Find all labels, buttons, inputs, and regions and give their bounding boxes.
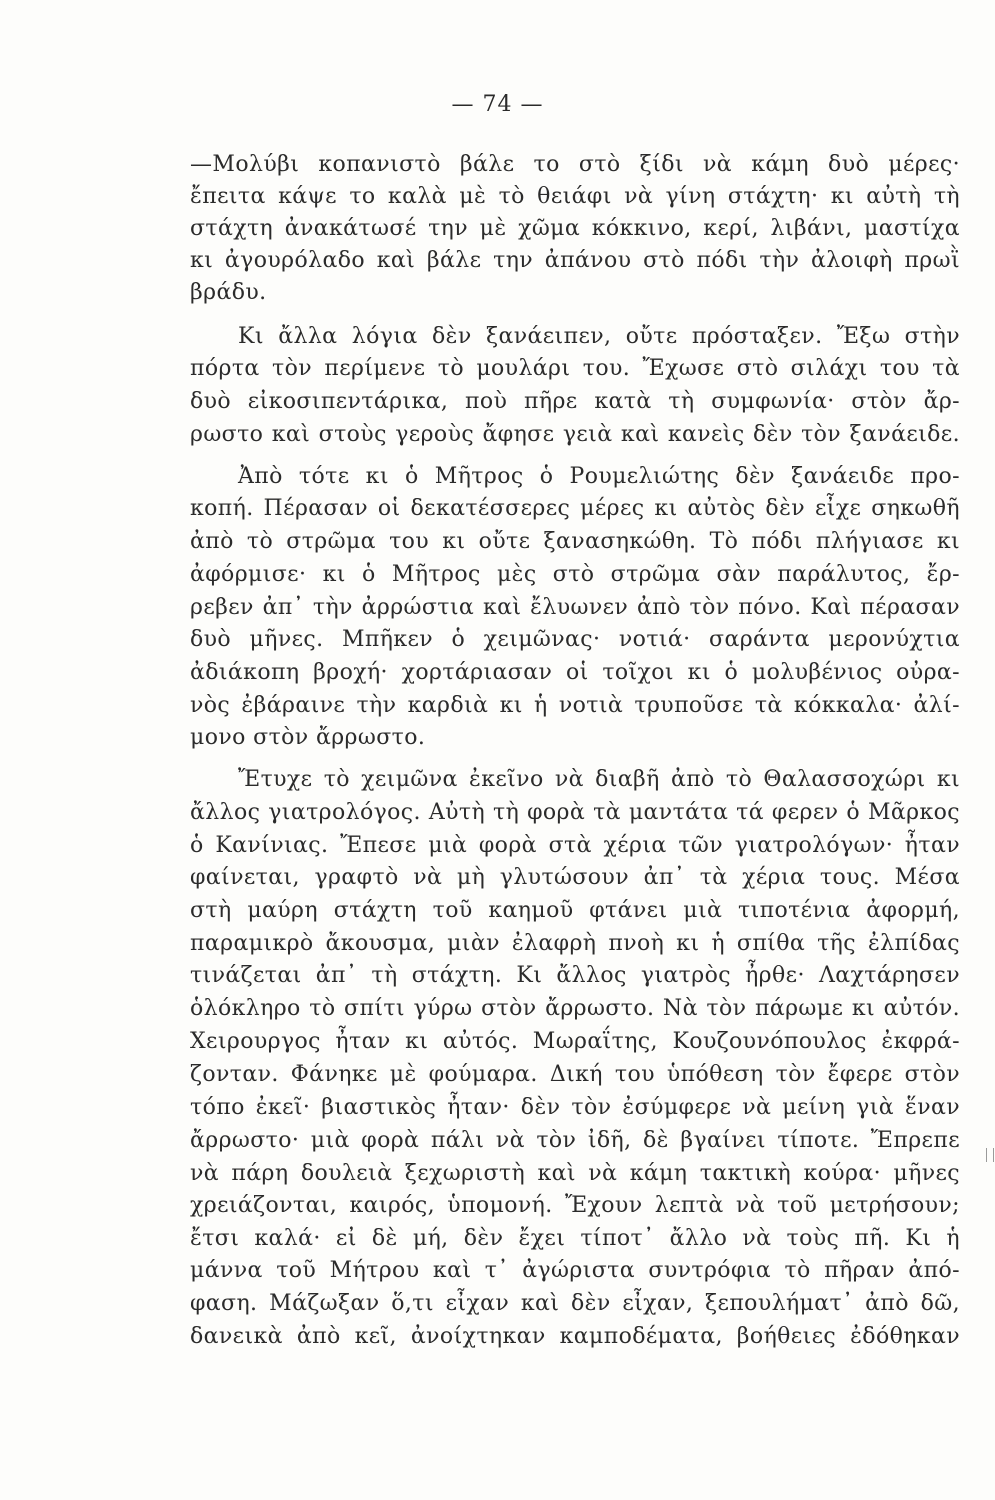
- text-line: ἀπὸ τὸ στρῶμα του κι οὔτε ξανασηκώθη. Τὸ πόδι πλήγιασε κι: [190, 529, 960, 554]
- text-line: ἀφόρμισε· κι ὁ Μῆτρος μὲς στὸ στρῶμα σὰν παράλυτος, ἔρ-: [190, 562, 960, 587]
- page-number: — 74 —: [451, 92, 544, 117]
- text-line: χρειάζονται, καιρός, ὑπομονή. Ἔχουν λεπτὰ νὰ τοῦ μετρήσουν;: [190, 1193, 960, 1218]
- text-line: ρωστο καὶ στοὺς γεροὺς ἄφησε γειὰ καὶ κανεὶς δὲν τὸν ξανάειδε.: [190, 422, 960, 447]
- text-line: ἔπειτα κάψε το καλὰ μὲ τὸ θειάφι νὰ γίνη στάχτη· κι αὐτὴ τὴ: [190, 184, 960, 209]
- text-line: —Μολύβι κοπανιστὸ βάλε το στὸ ξίδι νὰ κάμη δυὸ μέρες·: [190, 152, 960, 177]
- text-line: ἄρρωστο· μιὰ φορὰ πάλι νὰ τὸν ἰδῆ, δὲ βγαίνει τίποτε. Ἔπρεπε: [190, 1128, 960, 1153]
- text-line: ζονταν. Φάνηκε μὲ φούμαρα. Δική του ὑπόθεση τὸν ἔφερε στὸν: [190, 1062, 960, 1087]
- text-line: Χειρουργος ἦταν κι αὐτός. Μωραΐτης, Κουζουνόπουλος ἐκφρά-: [190, 1029, 960, 1054]
- text-line: μάννα τοῦ Μήτρου καὶ τ᾿ ἀγώριστα συντρόφια τὸ πῆραν ἀπό-: [190, 1258, 960, 1283]
- text-line: ὁλόκληρο τὸ σπίτι γύρω στὸν ἄρρωστο. Νὰ τὸν πάρωμε κι αὐτόν.: [190, 996, 960, 1021]
- text-line: στὴ μαύρη στάχτη τοῦ καημοῦ φτάνει μιὰ τιποτένια ἀφορμή,: [190, 898, 960, 923]
- text-line: φαίνεται, γραφτὸ νὰ μὴ γλυτώσουν ἀπ᾿ τὰ χέρια τους. Μέσα: [190, 865, 960, 890]
- text-line: Ἔτυχε τὸ χειμῶνα ἐκεῖνο νὰ διαβῆ ἀπὸ τὸ Θαλασσοχώρι κι: [238, 767, 960, 792]
- text-line: κοπή. Πέρασαν οἱ δεκατέσσερες μέρες κι αὐτὸς δὲν εἶχε σηκωθῆ: [190, 496, 960, 521]
- text-line: ἀδιάκοπη βροχή· χορτάριασαν οἱ τοῖχοι κι ὁ μολυβένιος οὐρα-: [190, 660, 960, 685]
- text-line: τόπο ἐκεῖ· βιαστικὸς ἦταν· δὲν τὸν ἐσύμφερε νὰ μείνη γιὰ ἕναν: [190, 1095, 960, 1120]
- text-line: βράδυ.: [190, 280, 267, 305]
- text-line: ὁ Κανίνιας. Ἔπεσε μιὰ φορὰ στὰ χέρια τῶν γιατρολόγων· ἦταν: [190, 833, 960, 858]
- text-line: δανεικὰ ἀπὸ κεῖ, ἀνοίχτηκαν καμποδέματα, βοήθειες ἐδόθηκαν: [190, 1324, 960, 1349]
- text-line: πόρτα τὸν περίμενε τὸ μουλάρι του. Ἔχωσε στὸ σιλάχι του τὰ: [190, 356, 960, 381]
- text-line: φαση. Μάζωξαν ὅ,τι εἶχαν καὶ δὲν εἶχαν, ξεπουλήματ᾿ ἀπὸ δῶ,: [190, 1291, 960, 1316]
- text-line: κι ἀγουρόλαδο καὶ βάλε την ἀπάνου στὸ πόδι τὴν ἀλοιφὴ πρωῒ: [190, 248, 960, 273]
- margin-mark: [986, 1148, 994, 1162]
- text-line: ρεβεν ἀπ᾿ τὴν ἀρρώστια καὶ ἔλυωνεν ἀπὸ τὸν πόνο. Καὶ πέρασαν: [190, 595, 960, 620]
- text-line: δυὸ εἰκοσιπεντάρικα, ποὺ πῆρε κατὰ τὴ συμφωνία· στὸν ἄρ-: [190, 389, 960, 414]
- text-line: ἔτσι καλά· εἰ δὲ μή, δὲν ἔχει τίποτ᾿ ἄλλο νὰ τοὺς πῆ. Κι ἡ: [190, 1226, 960, 1251]
- text-line: δυὸ μῆνες. Μπῆκεν ὁ χειμῶνας· νοτιά· σαράντα μερονύχτια: [190, 627, 960, 652]
- text-line: στάχτη ἀνακάτωσέ την μὲ χῶμα κόκκινο, κερί, λιβάνι, μαστίχα: [190, 216, 960, 241]
- text-line: παραμικρὸ ἄκουσμα, μιὰν ἐλαφρὴ πνοὴ κι ἡ σπίθα τῆς ἐλπίδας: [190, 931, 960, 956]
- text-line: νὸς ἐβάραινε τὴν καρδιὰ κι ἡ νοτιὰ τρυποῦσε τὰ κόκκαλα· ἀλί-: [190, 693, 960, 718]
- text-line: Ἀπὸ τότε κι ὁ Μῆτρος ὁ Ρουμελιώτης δὲν ξανάειδε προ-: [238, 464, 960, 489]
- text-line: τινάζεται ἀπ᾿ τὴ στάχτη. Κι ἄλλος γιατρὸς ἦρθε· Λαχτάρησεν: [190, 963, 960, 988]
- text-line: μονο στὸν ἄρρωστο.: [190, 725, 426, 750]
- text-line: νὰ πάρη δουλειὰ ξεχωριστὴ καὶ νὰ κάμη τακτικὴ κούρα· μῆνες: [190, 1161, 960, 1186]
- text-line: Κι ἄλλα λόγια δὲν ξανάειπεν, οὔτε πρόσταξεν. Ἔξω στὴν: [238, 324, 960, 349]
- text-line: ἄλλος γιατρολόγος. Αὐτὴ τὴ φορὰ τὰ μαντάτα τά φερεν ὁ Μᾶρκος: [190, 800, 960, 825]
